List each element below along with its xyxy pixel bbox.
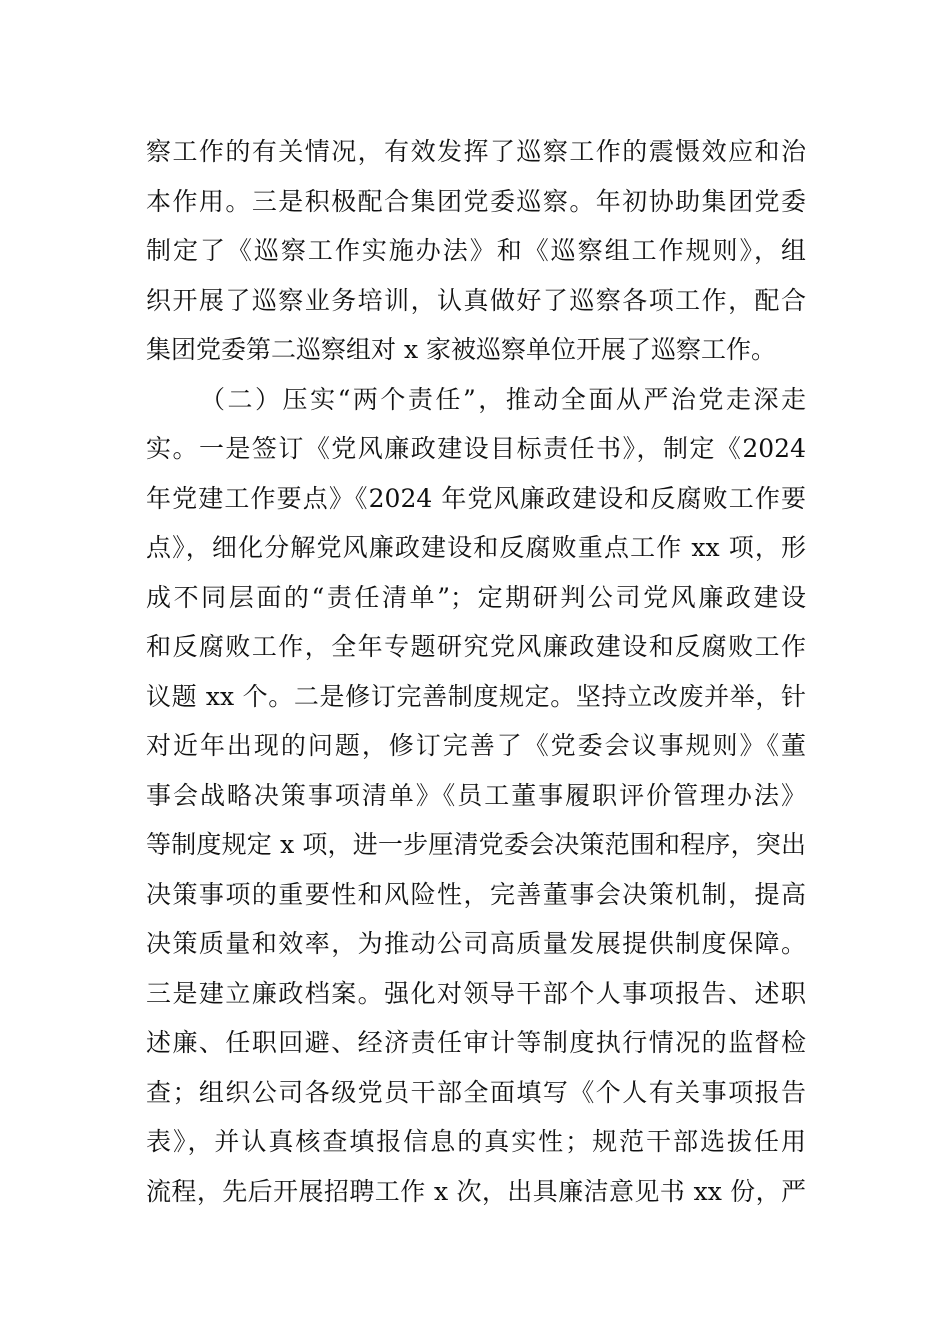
text-line: 年党建工作要点》《2024 年党风廉政建设和反腐败工作要: [146, 483, 806, 513]
text-line: 述廉、任职回避、经济责任审计等制度执行情况的监督检: [146, 1028, 806, 1057]
text-line: 事会战略决策事项清单》《员工董事履职评价管理办法》: [146, 780, 806, 810]
text-line: 制定了《巡察工作实施办法》和《巡察组工作规则》，组: [146, 236, 806, 265]
text-line: 对近年出现的问题，修订完善了《党委会议事规则》《董: [146, 731, 806, 760]
text-line: 察工作的有关情况，有效发挥了巡察工作的震慑效应和治: [146, 137, 806, 166]
text-line: 点》，细化分解党风廉政建设和反腐败重点工作 xx 项，形: [146, 533, 806, 562]
text-line: 集团党委第二巡察组对 x 家被巡察单位开展了巡察工作。: [146, 335, 776, 364]
body-text: [146, 127, 806, 1216]
text-line: 和反腐败工作，全年专题研究党风廉政建设和反腐败工作: [146, 632, 806, 661]
text-line: 成不同层面的“责任清单”；定期研判公司党风廉政建设: [146, 582, 806, 612]
text-line: 实。一是签订《党风廉政建设目标责任书》，制定《2024: [146, 434, 806, 463]
section-heading-line: （二）压实“两个责任”，推动全面从严治党走深走: [200, 384, 806, 414]
text-line: 织开展了巡察业务培训，认真做好了巡察各项工作，配合: [146, 285, 806, 315]
text-line: 本作用。三是积极配合集团党委巡察。年初协助集团党委: [146, 186, 806, 216]
text-line: 三是建立廉政档案。强化对领导干部个人事项报告、述职: [146, 978, 806, 1008]
text-line: 决策质量和效率，为推动公司高质量发展提供制度保障。: [146, 929, 806, 958]
text-line: 决策事项的重要性和风险性，完善董事会决策机制，提高: [146, 879, 806, 909]
text-line: 查；组织公司各级党员干部全面填写《个人有关事项报告: [146, 1077, 806, 1107]
text-line: 议题 xx 个。二是修订完善制度规定。坚持立改废并举，针: [146, 681, 806, 711]
text-line: 流程，先后开展招聘工作 x 次，出具廉洁意见书 xx 份，严: [146, 1176, 806, 1206]
text-line: 表》，并认真核查填报信息的真实性；规范干部选拔任用: [146, 1127, 806, 1156]
text-line: 等制度规定 x 项，进一步厘清党委会决策范围和程序，突出: [146, 830, 806, 859]
